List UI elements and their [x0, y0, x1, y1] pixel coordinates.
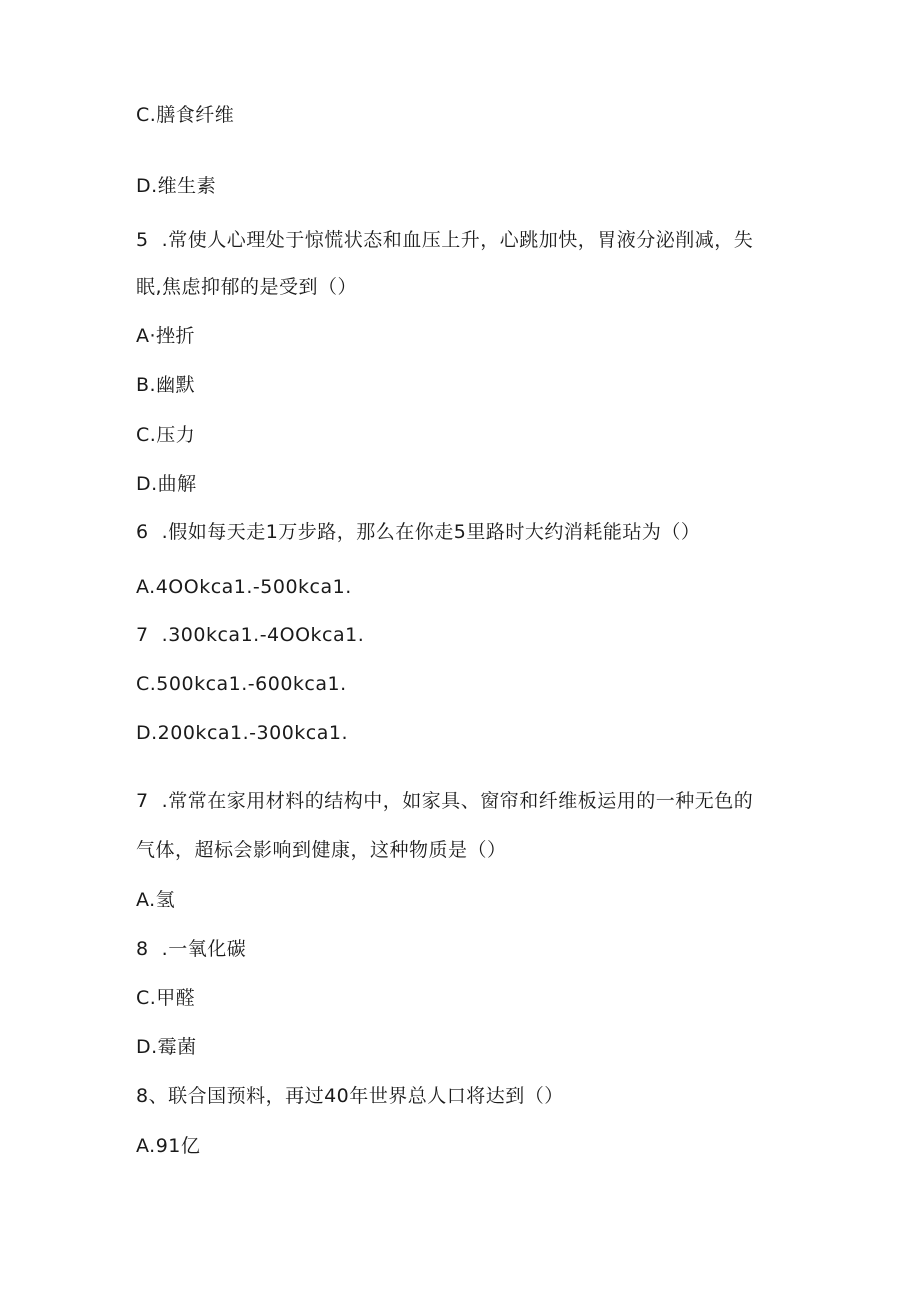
question-5-line-2: 眠,焦虑抑郁的是受到（） — [136, 276, 358, 298]
option-a-400-500: A.4OOkca1.-500kca1. — [136, 576, 352, 598]
question-7-line-1: 7 .常常在家用材料的结构中，如家具、窗帘和纤维板运用的一种无色的 — [136, 790, 754, 812]
option-c-pressure: C.压力 — [136, 424, 196, 446]
option-d-vitamin: D.维生素 — [136, 175, 217, 197]
option-b-humor: B.幽默 — [136, 374, 196, 396]
option-a-9-1-billion: A.91亿 — [136, 1135, 201, 1157]
option-d-mold: D.霉菌 — [136, 1036, 197, 1058]
question-7-line-2: 气体，超标会影响到健康，这种物质是（） — [136, 839, 507, 861]
option-a-hydrogen: A.氢 — [136, 889, 176, 911]
question-8: 8、联合国预料，再过40年世界总人口将达到（） — [136, 1085, 564, 1107]
option-b-carbon-monoxide: 8 .一氧化碳 — [136, 938, 247, 960]
question-6: 6 .假如每天走1万步路，那么在你走5里路时大约消耗能玷为（） — [136, 521, 701, 543]
option-c-dietary-fiber: C.膳食纤维 — [136, 104, 235, 126]
option-d-200-300: D.200kca1.-300kca1. — [136, 722, 348, 744]
question-5-line-1: 5 .常使人心理处于惊慌状态和血压上升，心跳加快，胃液分泌削减，失 — [136, 229, 754, 251]
option-b-300-400: 7 .300kca1.-4OOkca1. — [136, 624, 365, 646]
option-c-500-600: C.500kca1.-600kca1. — [136, 673, 347, 695]
option-d-distortion: D.曲解 — [136, 473, 197, 495]
option-c-formaldehyde: C.甲醛 — [136, 987, 196, 1009]
option-a-frustration: A·挫折 — [136, 325, 196, 347]
